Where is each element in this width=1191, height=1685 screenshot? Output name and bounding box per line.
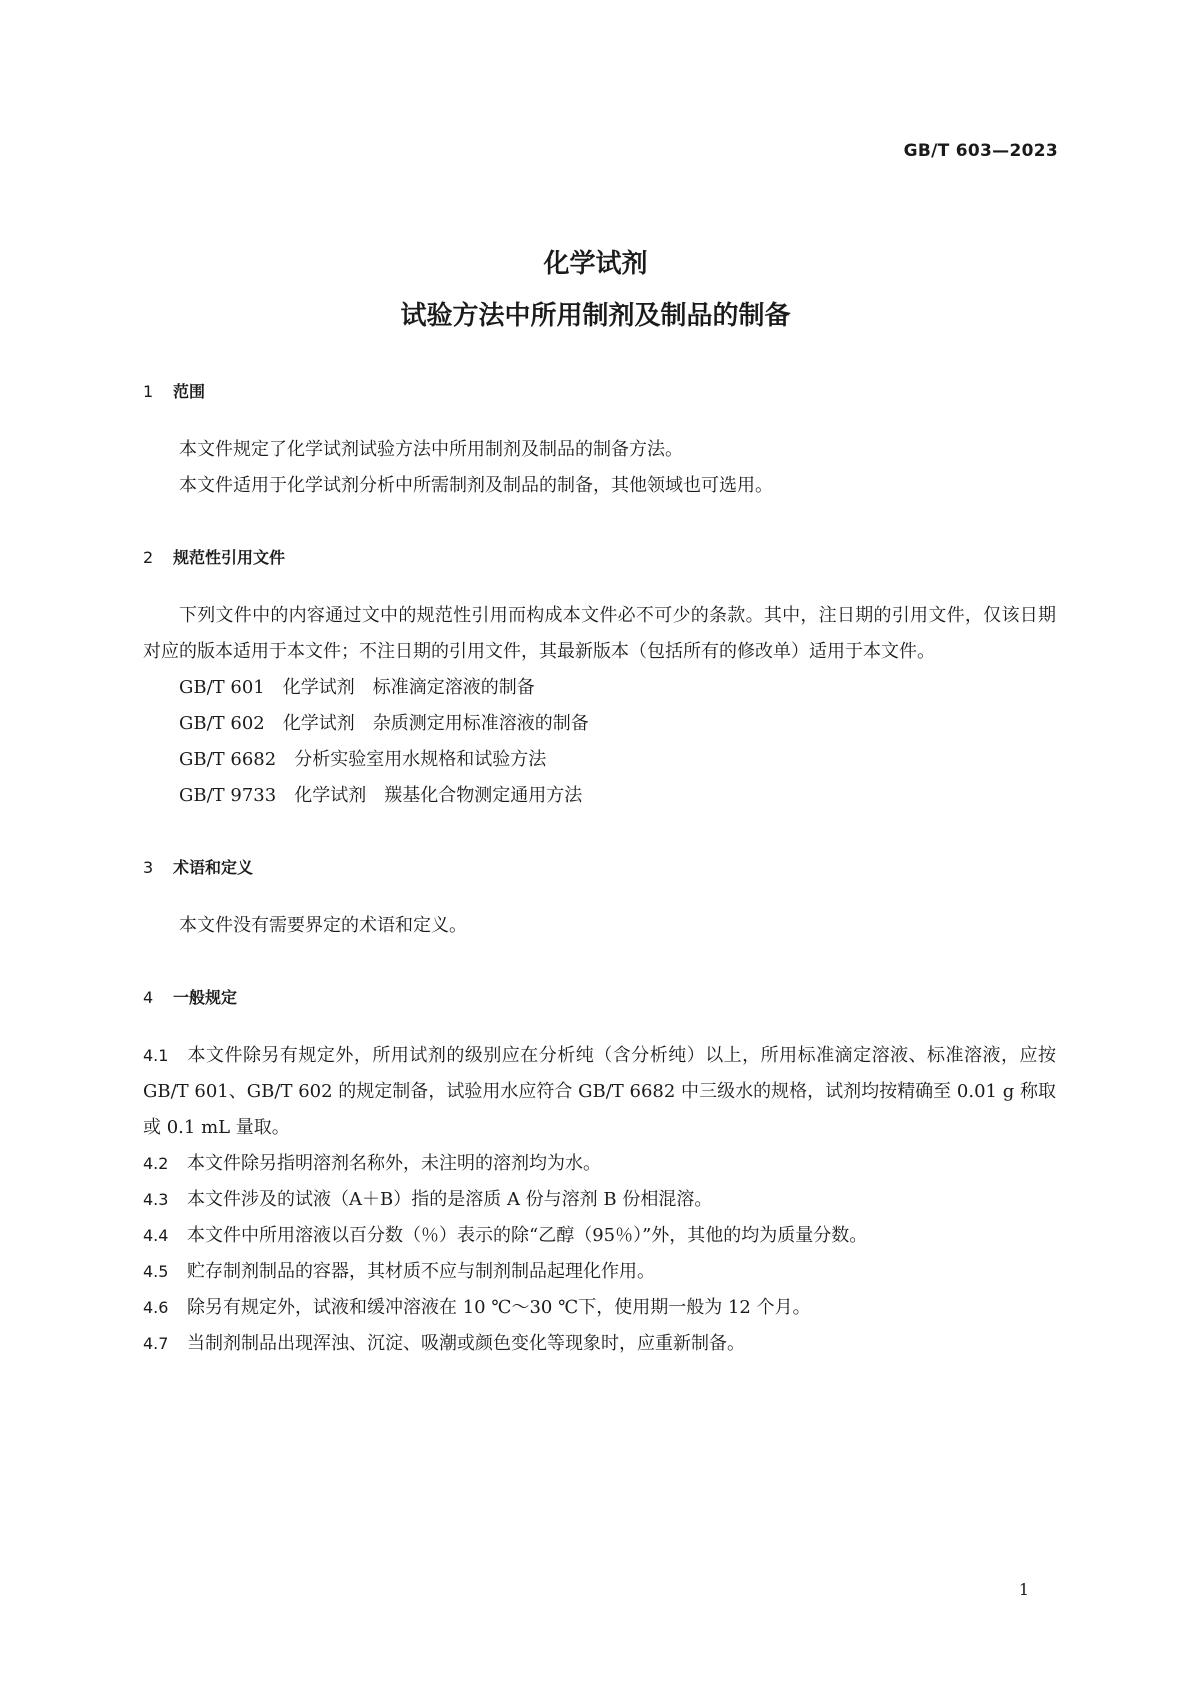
reference-code: GB/T 602 [179, 713, 265, 734]
title-line-2: 试验方法中所用制剂及制品的制备 [400, 301, 791, 331]
clause-text: 当制剂制品出现浑浊、沉淀、吸潮或颜色变化等现象时，应重新制备。 [187, 1333, 745, 1354]
paragraph: 下列文件中的内容通过文中的规范性引用而构成本文件必不可少的条款。其中，注日期的引用文件，仅该日期对应的版本适用于本文件；不注日期的引用文件，其最新版本（包括所有的修改单）适用于本文件。 [143, 605, 1056, 662]
paragraph: 本文件规定了化学试剂试验方法中所用制剂及制品的制备方法。 [179, 439, 683, 460]
clause-number: 4.3 [143, 1190, 169, 1209]
section-heading-scope [143, 380, 1056, 404]
clause [143, 1326, 1056, 1362]
reference-item [143, 742, 1056, 778]
section-number: 2 [143, 548, 154, 567]
clause-number: 4.2 [143, 1154, 169, 1173]
section-title: 术语和定义 [173, 858, 254, 877]
clause [143, 1182, 1056, 1218]
clause-text: 本文件除另指明溶剂名称外，未注明的溶剂均为水。 [187, 1153, 601, 1174]
standard-number: GB/T 603—2023 [903, 141, 1058, 161]
reference-item [143, 670, 1056, 706]
clause [143, 1218, 1056, 1254]
clause [143, 1254, 1056, 1290]
section-number: 4 [143, 988, 154, 1007]
reference-code: GB/T 9733 [179, 785, 277, 806]
document-title [0, 238, 1191, 342]
clause [143, 1038, 1056, 1146]
section-heading-general-provisions [143, 986, 1056, 1010]
clause-text: 除另有规定外，试液和缓冲溶液在 10 ℃～30 ℃下，使用期一般为 12 个月。 [187, 1297, 811, 1318]
reference-title: 化学试剂 羰基化合物测定通用方法 [294, 785, 583, 806]
reference-item [143, 778, 1056, 814]
clause-number: 4.5 [143, 1262, 169, 1281]
paragraph: 本文件适用于化学试剂分析中所需制剂及制品的制备，其他领域也可选用。 [179, 475, 773, 496]
section-heading-normative-references [143, 546, 1056, 570]
clause [143, 1146, 1056, 1182]
reference-title: 化学试剂 标准滴定溶液的制备 [282, 677, 535, 698]
clause-text: 本文件涉及的试液（A＋B）指的是溶质 A 份与溶剂 B 份相混溶。 [187, 1189, 713, 1210]
clause-number: 4.6 [143, 1298, 169, 1317]
reference-title: 化学试剂 杂质测定用标准溶液的制备 [282, 713, 589, 734]
reference-code: GB/T 601 [179, 677, 265, 698]
section-number: 3 [143, 858, 154, 877]
clause-text: 贮存制剂制品的容器，其材质不应与制剂制品起理化作用。 [187, 1261, 655, 1282]
section-heading-terms [143, 856, 1056, 880]
clause [143, 1290, 1056, 1326]
section-number: 1 [143, 382, 154, 401]
reference-title: 分析实验室用水规格和试验方法 [294, 749, 547, 770]
clause-number: 4.1 [143, 1046, 169, 1065]
reference-item [143, 706, 1056, 742]
page-number: 1 [1018, 1580, 1029, 1599]
title-line-1: 化学试剂 [543, 249, 648, 279]
paragraph: 本文件没有需要界定的术语和定义。 [179, 915, 467, 936]
clause-text: 本文件除另有规定外，所用试剂的级别应在分析纯（含分析纯）以上，所用标准滴定溶液、标准溶液，应按 GB/T 601、GB/T 602 的规定制备，试验用水应符合 GB/T 6682 中三级水的规格，试剂均按精确至 0.01 g 称取或 0.1 mL 量取。 [143, 1045, 1056, 1138]
section-title: 一般规定 [173, 988, 238, 1007]
clause-number: 4.7 [143, 1334, 169, 1353]
document-body [143, 380, 1056, 1362]
reference-code: GB/T 6682 [179, 749, 277, 770]
clause-text: 本文件中所用溶液以百分数（％）表示的除“乙醇（95％）”外，其他的均为质量分数。 [187, 1225, 868, 1246]
section-title: 范围 [173, 382, 206, 401]
section-title: 规范性引用文件 [173, 548, 286, 567]
clause-number: 4.4 [143, 1226, 169, 1245]
